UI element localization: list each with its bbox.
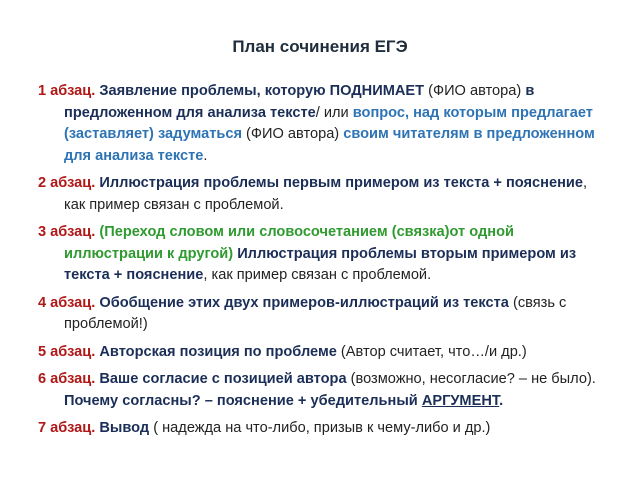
paragraph-number: 5 абзац. xyxy=(38,343,96,360)
paragraph-text-segment: Ваше согласие с позицией автора xyxy=(95,371,347,387)
plan-paragraph-4 xyxy=(38,293,610,336)
paragraph-number: 4 абзац. xyxy=(38,294,96,311)
paragraph-text-segment: Почему согласны? – пояснение + убедительный xyxy=(64,392,422,409)
slide-title: План сочинения ЕГЭ xyxy=(232,37,408,56)
paragraph-text-segment: , как пример связан с проблемой. xyxy=(64,175,588,213)
paragraph-text-segment: своим читателям в предложенном для анализа тексте xyxy=(64,126,595,164)
paragraph-text-segment: . xyxy=(203,147,208,164)
paragraph-number: 3 абзац. xyxy=(38,224,96,240)
paragraph-text-segment: Иллюстрация проблемы первым примером из текста + пояснение xyxy=(95,175,583,191)
paragraph-text-segment: (связь с проблемой!) xyxy=(64,294,567,332)
paragraph-text-segment: . xyxy=(499,392,504,409)
paragraph-number: 1 абзац. xyxy=(38,83,96,99)
paragraph-text-segment: в предложенном для анализа тексте xyxy=(64,83,535,121)
paragraph-text-segment: (Переход словом или словосочетанием (связка)от одной иллюстрации к другой) xyxy=(64,224,514,262)
paragraph-number: 7 абзац. xyxy=(38,420,96,436)
paragraph-text-segment: вопрос, над которым предлагает (заставляет) задуматься xyxy=(64,104,593,142)
paragraph-text-segment: Авторская позиция по проблеме xyxy=(95,343,337,360)
plan-paragraph-2 xyxy=(38,173,610,216)
paragraph-text-segment: Иллюстрация проблемы вторым примером из текста + пояснение xyxy=(64,245,577,283)
plan-paragraph-5 xyxy=(38,342,610,364)
paragraph-number: 2 абзац. xyxy=(38,175,96,191)
paragraph-number: 6 абзац. xyxy=(38,371,96,387)
plan-paragraph-3 xyxy=(38,222,610,287)
paragraph-text-segment: (возможно, несогласие? – не было). xyxy=(346,371,596,387)
plan-paragraph-1 xyxy=(38,81,610,167)
paragraph-text-segment: (ФИО автора) xyxy=(241,126,344,142)
paragraph-text-segment: ( надежда на что-либо, призыв к чему-либо и др.) xyxy=(149,420,491,436)
plan-paragraph-7 xyxy=(38,418,610,440)
paragraph-text-segment: / или xyxy=(315,104,353,121)
paragraph-text-segment: (Автор считает, что…/и др.) xyxy=(336,343,527,360)
paragraph-text-segment: Обобщение этих двух примеров-иллюстраций из текста xyxy=(95,294,509,311)
paragraph-text-segment: (ФИО автора) xyxy=(424,83,526,99)
paragraph-text-segment: Заявление проблемы, которую ПОДНИМАЕТ xyxy=(95,83,425,99)
essay-plan-list xyxy=(38,81,610,446)
paragraph-text-segment: Вывод xyxy=(95,420,150,436)
paragraph-text-segment: , как пример связан с проблемой. xyxy=(203,267,432,283)
paragraph-text-segment: АРГУМЕНТ xyxy=(421,392,500,409)
plan-paragraph-6 xyxy=(38,369,610,412)
